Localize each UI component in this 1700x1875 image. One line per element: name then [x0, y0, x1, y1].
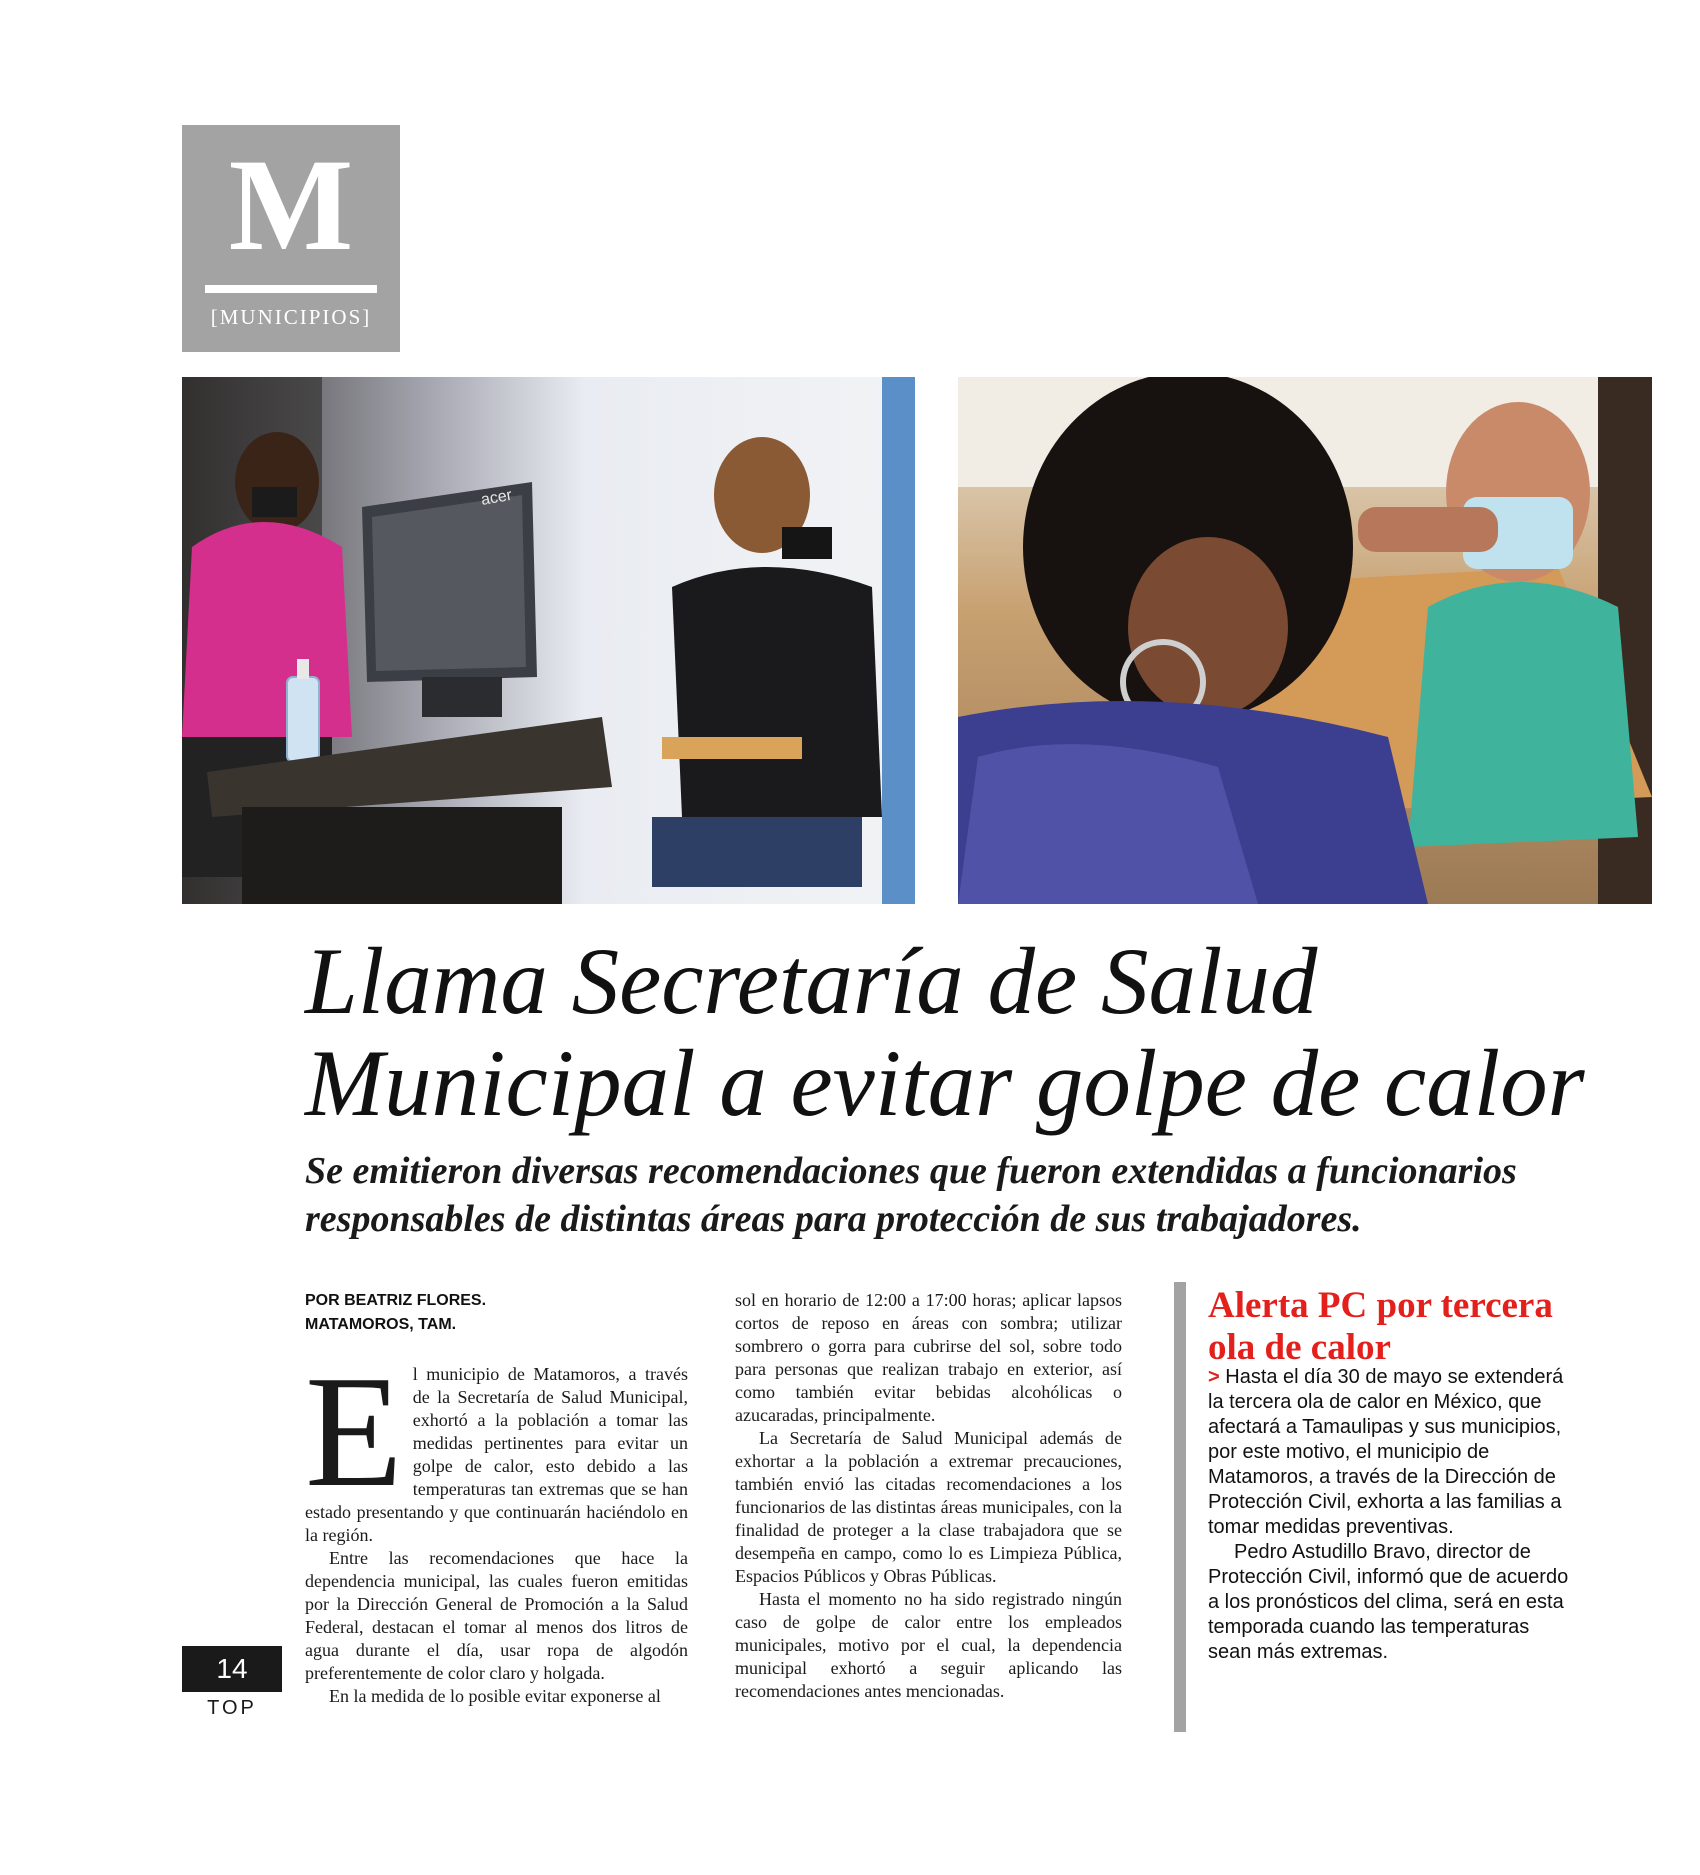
- page-number: 14: [182, 1646, 282, 1692]
- section-rule: [205, 285, 377, 293]
- photo-office-consultation: [182, 377, 915, 904]
- page-label: TOP: [207, 1697, 257, 1719]
- body-paragraph: Hasta el momento no ha sido registrado ningún caso de golpe de calor entre los empleados municipales, motivo por el cual, la dependencia municipal exhortó a seguir aplicando las recomendaciones antes mencionadas.: [735, 1589, 1122, 1701]
- chevron-right-icon: >: [1208, 1366, 1220, 1388]
- deck-subtitle: Se emitieron diversas recomendaciones que fueron extendidas a funcionarios responsables de distintas áreas para protección de sus trabajadores.: [305, 1150, 1517, 1240]
- byline: [305, 1289, 486, 1337]
- sidebar-title: Alerta PC por tercera ola de calor: [1208, 1285, 1553, 1368]
- sidebar-body: [1208, 1365, 1578, 1665]
- photo-temperature-illustration: [958, 377, 1652, 904]
- body-paragraph: l municipio de Matamoros, a través de la Secretaría de Salud Municipal, exhortó a la población a tomar las medidas pertinentes para evitar un golpe de calor, esto debido a las temperaturas tan extremas que se han estado presentando y que continuarán haciéndolo en la región.: [305, 1364, 688, 1545]
- section-letter: M: [228, 131, 354, 278]
- body-paragraph: Entre las recomendaciones que hace la dependencia municipal, las cuales fueron emitidas por la Dirección General de Promoción a la Salud Federal, destacan el tomar al menos dos litros de agua durante el día, usar ropa de algodón preferentemente de color claro y holgada.: [305, 1548, 688, 1683]
- body-paragraph: La Secretaría de Salud Municipal además de exhortar a la población a extremar precauciones, también envió las citadas recomendaciones a los funcionarios de las distintas áreas municipales, con la finalidad de proteger a la clase trabajadora que se desempeña en campo, como lo es Limpieza Pública, Espacios Públicos y Obras Públicas.: [735, 1428, 1122, 1586]
- sidebar-paragraph-text: Hasta el día 30 de mayo se extenderá la tercera ola de calor en México, que afectará a Tamaulipas y sus municipios, por este motivo, el municipio de Matamoros, a través de la Dirección de Protección Civil, exhorta a las familias a tomar medidas preventivas.: [1208, 1366, 1564, 1538]
- monitor-brand-text: acer: [479, 486, 514, 509]
- article-column-1: [305, 1342, 688, 1708]
- headline: Llama Secretaría de Salud Municipal a evitar golpe de calor: [305, 928, 1585, 1136]
- sidebar-paragraph: Pedro Astudillo Bravo, director de Protección Civil, informó que de acuerdo a los pronósticos del clima, será en esta temporada cuando las temperaturas sean más extremas.: [1208, 1541, 1569, 1663]
- photo-office-illustration: [182, 377, 915, 904]
- byline-author: POR BEATRIZ FLORES.: [305, 1292, 487, 1309]
- section-label: [MUNICIPIOS]: [210, 305, 372, 329]
- drop-cap: E: [305, 1342, 403, 1520]
- article-column-2: [735, 1289, 1122, 1703]
- byline-location: MATAMOROS, TAM.: [305, 1316, 457, 1333]
- section-marker: [182, 125, 400, 352]
- sidebar-paragraph: [1208, 1365, 1578, 1540]
- photo-temperature-check: [958, 377, 1652, 904]
- body-paragraph: sol en horario de 12:00 a 17:00 horas; aplicar lapsos cortos de reposo en áreas con sombra; utilizar sombrero o gorra para cubrirse del sol, sobre todo para personas que realizan trabajo en exterior, así como también evitar bebidas alcohólicas o azucaradas, principalmente.: [735, 1290, 1122, 1425]
- body-paragraph: En la medida de lo posible evitar exponerse al: [329, 1686, 661, 1706]
- sidebar-rule: [1174, 1282, 1186, 1732]
